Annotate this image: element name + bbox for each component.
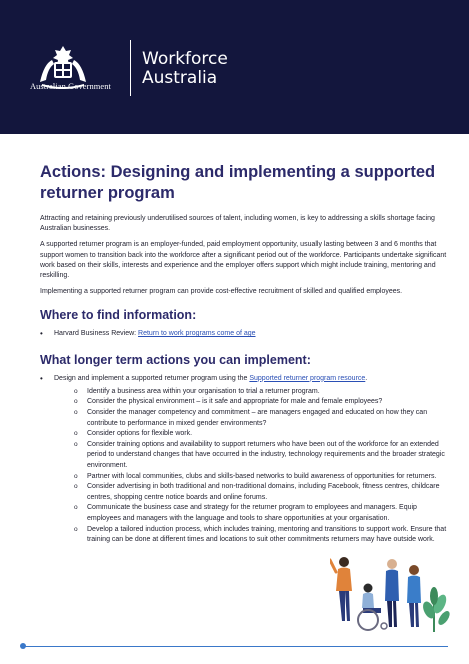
actions-heading: What longer term actions you can implement: (40, 352, 311, 367)
sub-list-item: o Consider options for flexible work. (74, 429, 450, 440)
returner-resource-link[interactable]: Supported returner program resource (249, 374, 366, 382)
sub-list-item: o Consider advertising in both traditional and non-traditional domains, including Facebook, fitness centres, childcare centres, shopping centre notice boards and online forums. (74, 482, 450, 503)
list-item (40, 329, 450, 339)
page-header (0, 0, 469, 134)
sub-list-item: o Consider the physical environment – is it safe and appropriate for male and female employees? (74, 397, 450, 408)
person-center-figure (385, 559, 399, 627)
page-title: Actions: Designing and implementing a supported returner program (40, 163, 436, 202)
sub-list-item: o Consider the manager competency and commitment – are managers engaged and educated on how they can contribute to performance in mixed gender environments? (74, 408, 450, 429)
actions-item-prefix: Design and implement a supported returner program using the (54, 374, 250, 382)
sub-list-item: o Consider training options and availability to support returners who have been out of the workforce for an extended period to understand changes that have occurred in the industry, technology requirements and the broader strategic environment. (74, 440, 450, 472)
person-right-figure (407, 565, 421, 627)
sub-list-item: o Communicate the business case and strategy for the returner program to employees and managers. Equip employees and managers with the language and tools to share opportunities at your organisation. (74, 503, 450, 524)
government-label: Australian Government (30, 82, 111, 91)
hbr-article-link[interactable]: Return to work programs come of age (138, 330, 256, 338)
brand-line-2: Australia (142, 68, 218, 88)
wheelchair-figure (358, 584, 387, 631)
actions-list (40, 374, 450, 546)
footer-rule (22, 646, 448, 647)
sub-list-item: o Partner with local communities, clubs and skills-based networks to build awareness of opportunities for returners. (74, 472, 450, 483)
definition-paragraph: A supported returner program is an employer-funded, paid employment opportunity, usually lasting between 3 and 6 months that support women to transition back into the workforce after a significant period out of the workforce. Participants undertake significant work based on their skills, interests and experience and the employer offers support which might include training, mentoring and reskilling. (40, 241, 447, 280)
sub-list-item: o Identify a business area within your organisation to trial a returner program. (74, 387, 450, 398)
plant-icon (421, 587, 452, 632)
benefit-paragraph: Implementing a supported returner program can provide cost-effective recruitment of skilled and qualified employees. (40, 288, 403, 296)
main-content (40, 162, 450, 546)
info-item-prefix: Harvard Business Review: (54, 330, 139, 338)
brand-logo (142, 50, 228, 88)
intro-paragraph: Attracting and retaining previously underutilised sources of talent, including women, is key to addressing a skills shortage facing Australian businesses. (40, 215, 435, 233)
info-heading: Where to find information: (40, 308, 197, 323)
actions-item-suffix: . (365, 374, 368, 382)
info-list (40, 329, 450, 339)
sub-list-item: o Develop a tailored induction process, which includes training, mentoring and transitions to support work. Ensure that training can be done at different times and locations to suit other commitments returners may have outside work. (74, 525, 450, 546)
person-left-figure (330, 557, 352, 621)
brand-line-1: Workforce (142, 49, 228, 69)
actions-sublist (54, 387, 450, 546)
list-item (40, 374, 450, 546)
people-illustration (330, 552, 452, 634)
header-divider (130, 40, 131, 96)
